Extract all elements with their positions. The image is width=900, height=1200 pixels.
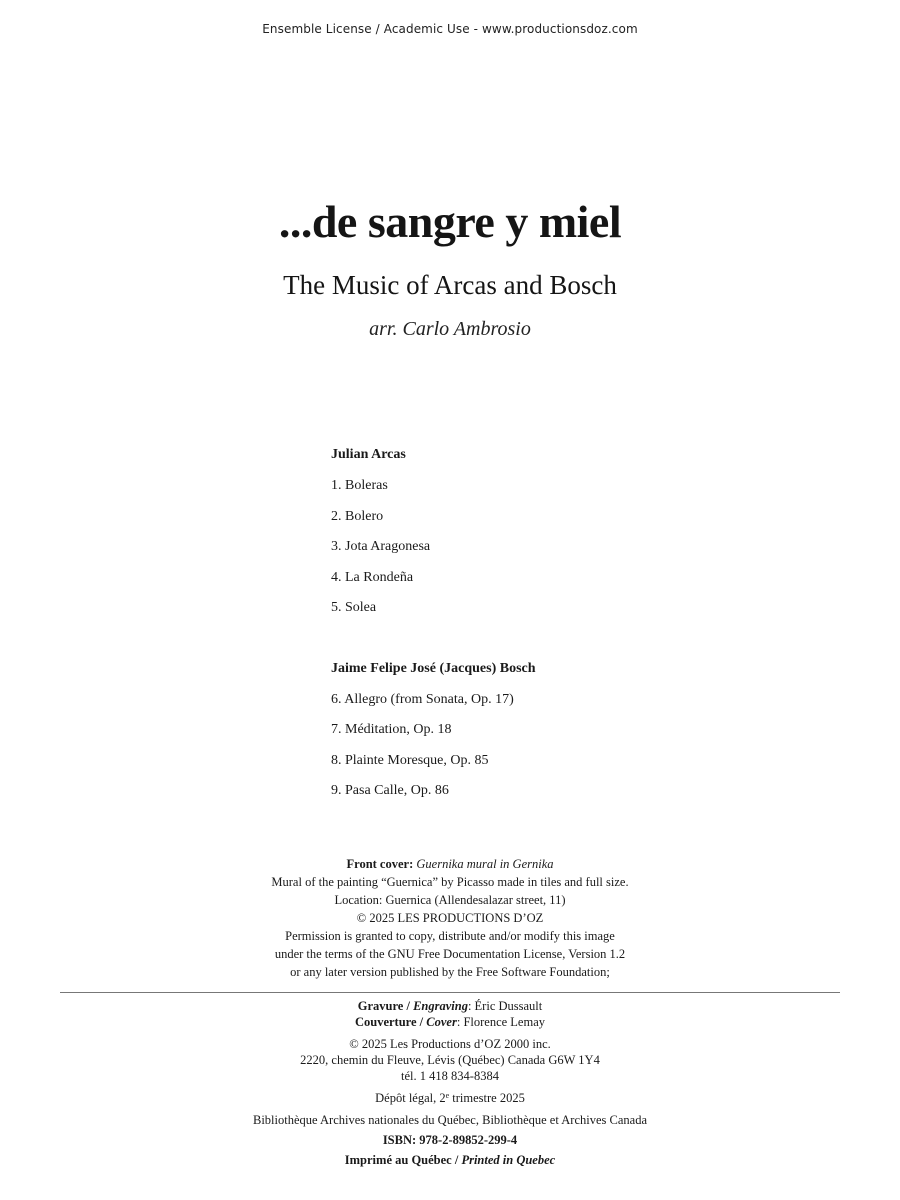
list-item: 9. Pasa Calle, Op. 86 [331, 783, 449, 798]
list-item: 3. Jota Aragonesa [331, 539, 431, 554]
printed-in [0, 1152, 900, 1168]
publisher-line: © 2025 Les Productions d’OZ 2000 inc. [349, 1037, 551, 1051]
list-item: 8. Plainte Moresque, Op. 85 [331, 752, 489, 768]
cover-label-fr: Couverture / [354, 1015, 424, 1029]
page-title: ...de sangre y miel [278, 196, 622, 247]
cover-credit [0, 1014, 900, 1030]
list-item: 5. Solea [331, 600, 377, 615]
arranger-credit: arr. Carlo Ambrosio [369, 318, 531, 340]
library-credit: Bibliothèque Archives nationales du Québec, Bibliothèque et Archives Canada [253, 1113, 647, 1127]
cover-line: Mural of the painting “Guernica” by Picasso made in tiles and full size. [271, 875, 629, 889]
composer-section-bosch [331, 660, 536, 813]
isbn: ISBN: 978-2-89852-299-4 [382, 1133, 518, 1147]
printed-fr: Imprimé au Québec / [344, 1153, 459, 1167]
list-item: 1. Boleras [331, 478, 388, 493]
page-subtitle: The Music of Arcas and Bosch [283, 270, 617, 300]
engraving-credit [0, 998, 900, 1014]
legal-deposit-sup: e [445, 1091, 450, 1100]
divider [60, 992, 840, 993]
composer-name: Jaime Felipe José (Jacques) Bosch [331, 660, 536, 676]
cover-title: Guernika mural in Gernika [416, 857, 554, 871]
printed-en: Printed in Quebec [461, 1153, 556, 1167]
cover-caption [0, 855, 900, 873]
publisher-address [0, 1036, 900, 1084]
list-item: 6. Allegro (from Sonata, Op. 17) [331, 691, 514, 707]
publisher-line: 2220, chemin du Fleuve, Lévis (Québec) Canada G6W 1Y4 [300, 1053, 600, 1067]
engraving-label-en: Engraving [413, 999, 468, 1013]
publisher-line: tél. 1 418 834-8384 [401, 1069, 499, 1083]
list-item: 7. Méditation, Op. 18 [331, 722, 452, 737]
legal-deposit-pre: Dépôt légal, 2 [375, 1091, 446, 1105]
engraving-name: : Éric Dussault [467, 999, 543, 1013]
list-item: 2. Bolero [331, 508, 384, 524]
cover-line: under the terms of the GNU Free Documentation License, Version 1.2 [274, 947, 626, 961]
table-of-contents [331, 446, 536, 813]
cover-label: Front cover: [346, 857, 414, 871]
cover-info [0, 855, 900, 981]
composer-section-arcas [331, 446, 536, 630]
cover-label-en: Cover [426, 1015, 457, 1029]
cover-name: : Florence Lemay [456, 1015, 546, 1029]
cover-line: or any later version published by the Free Software Foundation; [290, 965, 610, 979]
credits [0, 998, 900, 1168]
engraving-label-fr: Gravure / [357, 999, 410, 1013]
cover-line: Location: Guernica (Allendesalazar street, 11) [334, 893, 566, 907]
legal-deposit [0, 1090, 900, 1106]
cover-line: © 2025 LES PRODUCTIONS D’OZ [356, 911, 544, 925]
composer-name: Julian Arcas [331, 447, 406, 462]
legal-deposit-post: trimestre 2025 [449, 1091, 525, 1105]
license-header: Ensemble License / Academic Use - www.productionsdoz.com [262, 22, 638, 36]
list-item: 4. La Rondeña [331, 569, 414, 585]
cover-line: Permission is granted to copy, distribute and/or modify this image [285, 929, 615, 943]
